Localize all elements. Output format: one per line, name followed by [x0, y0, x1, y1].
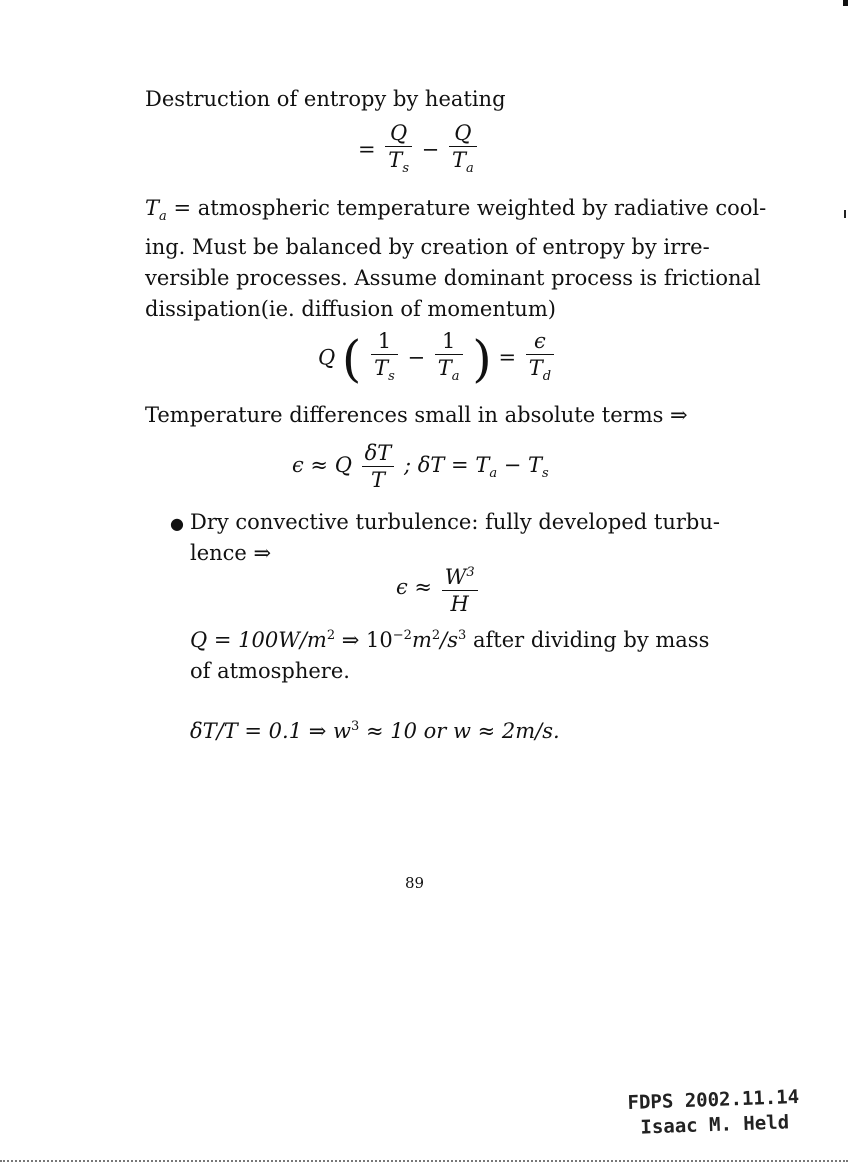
eq1-minus: −	[421, 137, 440, 162]
para1-var-letter: T	[145, 196, 160, 220]
eq2-den2-var: T	[437, 356, 452, 380]
para1-line-2: ing. Must be balanced by creation of entropy by irre-	[145, 235, 710, 260]
para3-line-2: of atmosphere.	[190, 659, 350, 683]
equation-turbulent-dissipation	[396, 560, 481, 617]
eq2-fraction-3	[526, 328, 554, 390]
eq1-den1-sub: s	[402, 161, 409, 177]
eq1-den1	[385, 147, 412, 182]
para3-c: m	[411, 628, 432, 652]
eq2-den1-sub: s	[388, 369, 395, 385]
eq3-num: δT	[362, 440, 395, 467]
eq2-den2	[435, 355, 463, 390]
eq2-num3: ϵ	[526, 328, 554, 355]
eq2-den2-sub: a	[451, 369, 460, 385]
bullet-dot: ●	[170, 514, 184, 533]
para1-var-sub: a	[159, 209, 167, 225]
eq2-den1-var: T	[374, 356, 389, 380]
eq2-equals: =	[498, 345, 517, 370]
bullet-marker	[170, 507, 184, 539]
para3-b-sup: −2	[392, 628, 412, 643]
paragraph-temperature-differences: Temperature differences small in absolute terms ⇒	[145, 403, 688, 427]
para1-var	[145, 196, 167, 225]
para3-tail: after dividing by mass	[466, 628, 710, 652]
eq2-fraction-1	[371, 328, 398, 390]
eq3-fraction	[362, 440, 395, 493]
eq2-Q: Q	[318, 345, 336, 370]
eq1-fraction-2	[449, 120, 477, 182]
para3-line-1	[190, 620, 709, 656]
eq2-den3-sub: d	[542, 369, 552, 385]
eq4-num-sup: 3	[466, 565, 475, 580]
para4-b: ≈ 10 or w ≈ 2m/s.	[359, 719, 560, 743]
para3-c-sup: 2	[431, 628, 441, 643]
section-heading: Destruction of entropy by heating	[145, 87, 506, 111]
eq1-den1-var: T	[388, 148, 403, 172]
equation-velocity-estimate	[190, 712, 560, 746]
eq3-rest1: ; δT = T	[403, 453, 490, 477]
handwritten-signature: Isaac M. Held	[640, 1111, 790, 1139]
eq2-num2: 1	[435, 328, 463, 355]
para1-line-1	[145, 193, 766, 232]
eq4-num	[442, 560, 478, 591]
equation-balance	[318, 328, 557, 390]
page-number: 89	[405, 874, 425, 892]
scan-edge-mark-right	[844, 210, 846, 218]
eq3-den: T	[370, 468, 385, 492]
para1-line-1-text: = atmospheric temperature weighted by radiative cool-	[173, 196, 767, 220]
para3-d-sup: 3	[458, 628, 467, 643]
para3-a: Q = 100W/m	[190, 628, 327, 652]
equation-epsilon-approx	[292, 440, 549, 493]
eq3-rest2: − T	[497, 453, 543, 477]
para1-line-3: versible processes. Assume dominant process is frictional	[145, 266, 761, 291]
eq1-den2-sub: a	[465, 161, 474, 177]
bullet-line-2: lence ⇒	[190, 541, 272, 565]
eq2-den1	[371, 355, 398, 390]
equation-entropy-destruction	[358, 120, 480, 182]
eq2-minus: −	[407, 345, 426, 370]
eq1-den2-var: T	[451, 148, 466, 172]
eq1-num2: Q	[449, 120, 477, 147]
handwritten-annotation	[627, 1085, 800, 1141]
eq1-den2	[449, 147, 477, 182]
eq2-fraction-2	[435, 328, 463, 390]
eq3-lhs: ϵ ≈ Q	[292, 453, 352, 477]
paragraph-ta-definition	[145, 193, 766, 325]
eq4-lhs: ϵ ≈	[396, 575, 433, 599]
para3-a-sup: 2	[326, 628, 336, 643]
para3-b: ⇒ 10	[335, 628, 393, 652]
eq2-left-paren: (	[341, 330, 362, 389]
eq4-fraction	[442, 560, 478, 617]
eq2-num1: 1	[371, 328, 398, 355]
eq1-fraction-1	[385, 120, 412, 182]
eq4-num-var: W	[444, 565, 467, 589]
para1-line-4: dissipation(ie. diffusion of momentum)	[145, 297, 556, 322]
eq4-den: H	[450, 592, 469, 616]
eq1-num1: Q	[385, 120, 412, 147]
paragraph-heating-estimate	[190, 620, 709, 687]
eq2-right-paren: )	[472, 330, 492, 389]
para4-a: δT/T = 0.1 ⇒ w	[190, 719, 351, 743]
eq2-den3	[526, 355, 554, 390]
scan-bottom-edge	[0, 1160, 848, 1162]
eq3-sub-s: s	[542, 466, 549, 482]
eq1-equals: =	[358, 137, 376, 162]
para3-d: /s	[440, 628, 459, 652]
eq2-den3-var: T	[528, 356, 543, 380]
scan-edge-mark-top	[843, 0, 848, 6]
para4-a-sup: 3	[351, 719, 360, 734]
eq3-sub-a: a	[489, 466, 498, 482]
bullet-line-1: Dry convective turbulence: fully developed turbu-	[190, 510, 720, 534]
handwritten-line-1: FDPS 2002.11.14	[627, 1086, 800, 1114]
